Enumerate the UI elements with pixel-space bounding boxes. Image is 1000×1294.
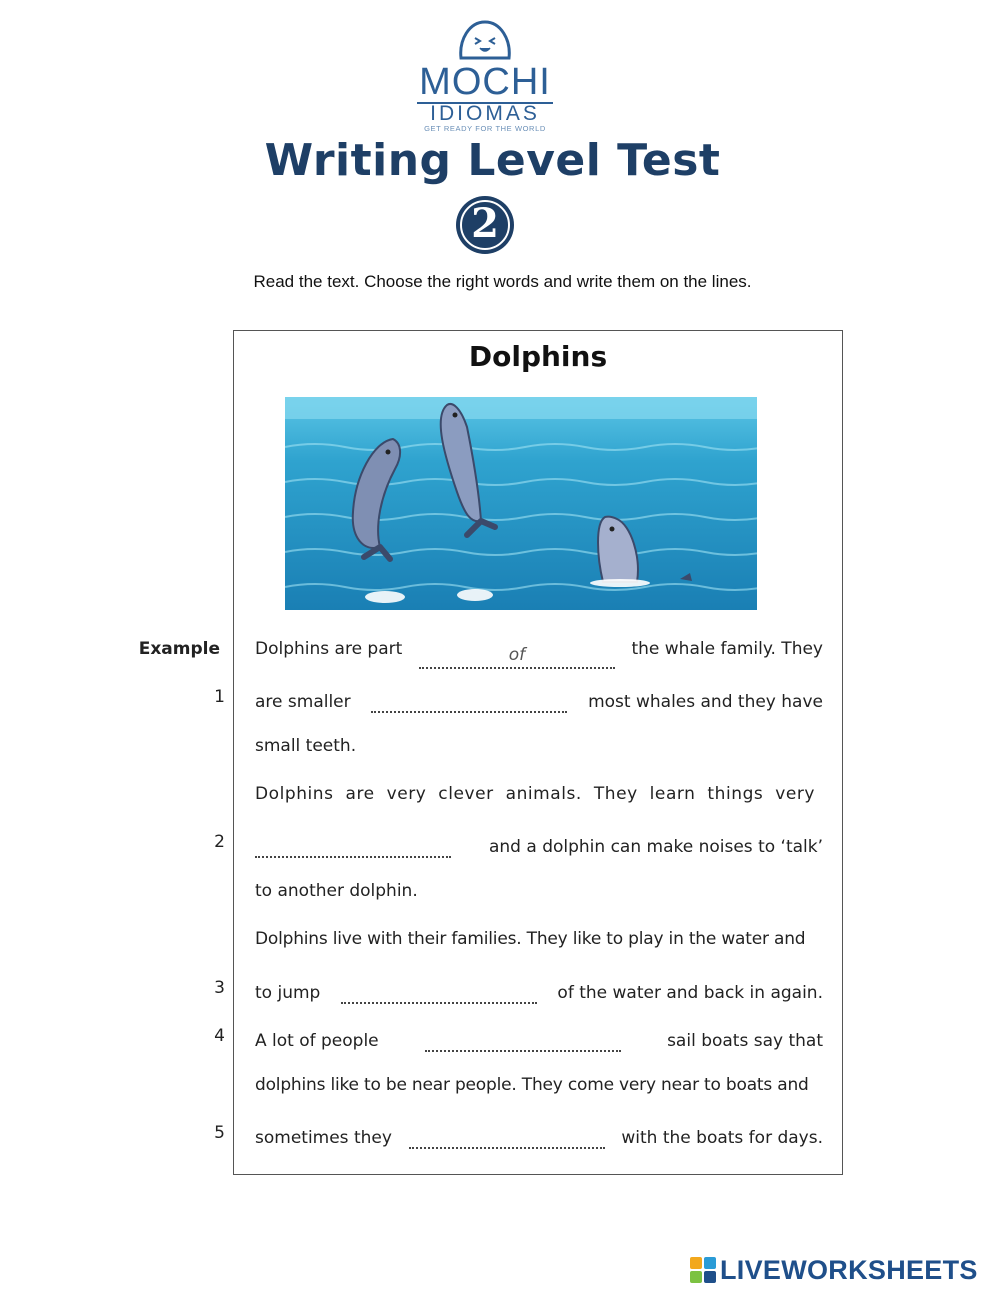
brand-subname: IDIOMAS [417,102,553,124]
passage-line: small teeth. [255,736,357,756]
text-segment: A lot of people [255,1031,379,1051]
brand-tagline: GET READY FOR THE WORLD [424,124,546,133]
passage-line: to another dolphin. [255,881,418,901]
text-segment: of the water and back in again. [557,983,823,1003]
passage-line: Dolphins live with their families. They like to play in the water and [255,929,806,949]
text-segment: sometimes they [255,1128,392,1148]
question-number-2: 2 [214,832,225,852]
mochi-idiomas-logo [410,18,560,138]
passage-line-example [255,633,823,665]
brand-name: MOCHI [419,61,551,103]
liveworksheets-icon [690,1257,716,1283]
passage-line: Dolphins are very clever animals. They learn things very [255,784,816,804]
text-segment: with the boats for days. [621,1128,823,1148]
text-segment: sail boats say that [667,1031,823,1051]
question-number-4: 4 [214,1026,225,1046]
page-title: Writing Level Test [264,135,721,186]
text-segment: Dolphins are part [255,639,403,659]
level-badge [454,194,516,256]
dolphins-image [285,397,757,610]
answer-blank-5[interactable] [409,1123,605,1149]
passage-line-5 [255,1117,823,1149]
answer-blank-4[interactable] [425,1026,621,1052]
liveworksheets-brand: LIVEWORKSHEETS [720,1255,978,1285]
passage-title: Dolphins [468,340,608,373]
passage-line-2 [255,826,823,858]
mochi-mascot-icon [455,18,515,62]
answer-blank-1[interactable] [371,687,567,713]
level-number: 2 [471,200,499,247]
question-number-5: 5 [214,1123,225,1143]
text-segment: and a dolphin can make noises to ‘talk’ [488,837,823,857]
passage-line-4 [255,1020,823,1052]
answer-blank-2[interactable] [255,832,451,858]
question-number-1: 1 [214,687,225,707]
answer-blank-3[interactable] [341,978,537,1004]
text-segment: to jump [255,983,321,1003]
text-segment: the whale family. They [631,639,823,659]
passage-line-3 [255,972,823,1004]
text-segment: most whales and they have [588,692,823,712]
example-label: Example [138,639,220,659]
passage-line: dolphins like to be near people. They come very near to boats and [255,1075,809,1095]
question-number-3: 3 [214,978,225,998]
text-segment: are smaller [255,692,351,712]
passage-line-1 [255,681,823,713]
example-answer: of [419,643,615,669]
instructions: Read the text. Choose the right words and write them on the lines. [253,272,752,291]
liveworksheets-logo [690,1253,990,1287]
